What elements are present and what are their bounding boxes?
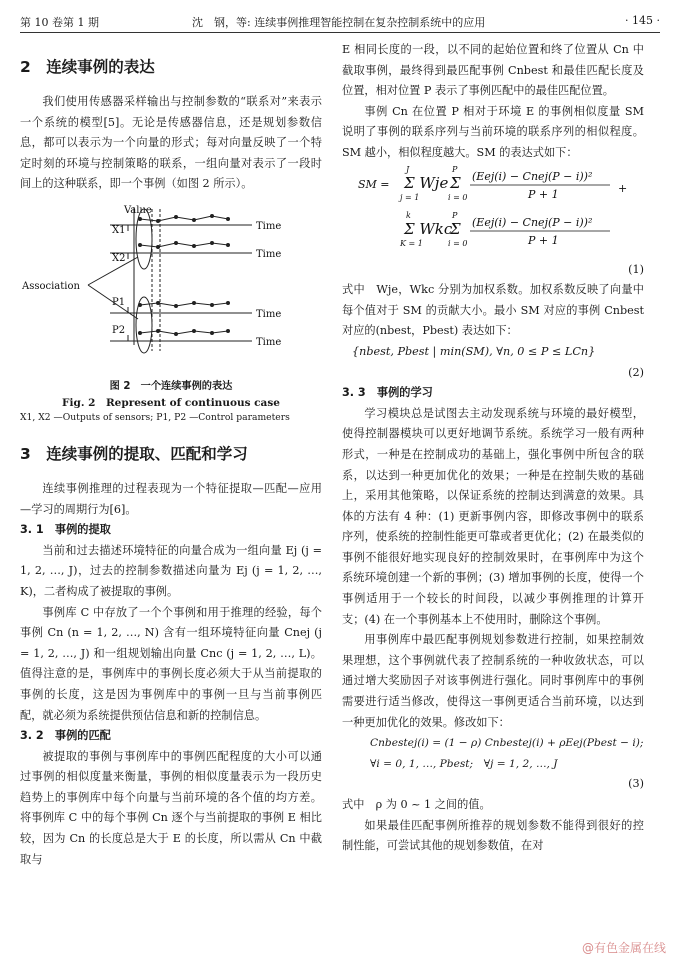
section-3-paragraph: 连续事例推理的过程表现为一个特征提取—匹配—应用—学习的周期行为[6]。 [20,481,322,516]
eq1-sum-inner-1: Σ [450,173,461,192]
equation-1-number: (1) [628,262,644,276]
x1-label: X1 [112,224,126,236]
equation-2-number: (2) [628,365,644,379]
eq1-limit-i0-1: i = 0 [448,192,468,202]
similarity-paragraph: 事例 Cn 在位置 P 相对于环境 E 的事例相似度量 SM 说明了事例的联系序列与当前环境的联系序列的相似程度。SM 越小，相似程度越大。SM 的表达式如下： [342,104,644,159]
section-2-paragraph: 我们使用传感器采样输出与控制参数的“联系对”来表示一个系统的模型[5]。无论是传感器信息，还是规划参数信息，都可以表示为一个向量的形式；每对向量反映了一个特定时刻的环境与控制策略的联系，一组向量对表示了一段时间上的这种联系，即一个事例（如图 2 所示）。 [20,95,322,191]
figure-2-diagram [20,203,322,379]
header-page-number: · 145 · [625,14,660,27]
header-title: 沈 钢，等: 连续事例推理智能控制在复杂控制系统中的应用 [192,16,486,29]
time-label-4: Time [256,336,282,348]
subsection-3-2-title: 3. 2 事例的匹配 [20,729,111,743]
header-rule [20,32,660,33]
figure-2-caption-cn: 图 2 一个连续事例的表达 [109,380,233,392]
subsection-3-3-title: 3. 3 事例的学习 [342,386,433,400]
x2-trace [140,243,228,247]
x1-trace [140,216,228,221]
equation-1-render [342,164,644,260]
figure-2-caption-en: Fig. 2 Represent of continuous case [62,396,280,409]
eq1-term2-numerator: (Eej(i) − Cnej(P − i))² [472,215,593,229]
learning-paragraph-2: 用事例库中最匹配事例规划参数进行控制，如果控制效果理想，这个事例就代表了控制系统的一种收敛状态，可以通过增大奖励因子对该事例进行强化。同时事例库中的事例需要进行适当修改，使得这一事例更适合当前环境，以达到一种更加优化的效果。修改如下： [342,633,644,729]
p1-label: P1 [112,296,126,308]
eq1-term1-numerator: (Eej(i) − Cnej(P − i))² [472,169,593,183]
figure-2-note: X1, X2 —Outputs of sensors; P1, P2 —Control parameters [20,411,290,423]
value-label: Value [124,204,152,216]
p1-trace [140,303,228,306]
association-label: Association [22,280,80,292]
section-3-title: 3 连续事例的提取、匹配和学习 [20,444,248,463]
equation-3-line-2: ∀i = 0, 1, …, Pbest; ∀j = 1, 2, …, J [370,757,558,770]
eq1-lhs: SM = [358,177,390,191]
final-paragraph: 如果最佳匹配事例所推荐的规划参数不能得到很好的控制性能，可尝试其他的规划参数值，在对 [342,818,644,853]
subsection-3-1-paragraph-1: 当前和过去描述环境特征的向量合成为一组向量 Ej (j = 1, 2, …, J)，过去的控制参数描述向量为 Ej (j = 1, 2, …, K)，二者构成了被提取的事例。 [20,543,322,598]
right-column [342,40,644,857]
left-column [20,40,322,870]
equation-2: {nbest, Pbest | min(SM), ∀n, 0 ≤ P ≤ LCn} [352,344,596,358]
subsection-3-1-paragraph-2: 事例库 C 中存放了一个个事例和用于推理的经验，每个事例 Cn (n = 1, 2, …, N) 含有一组环境特征向量 Cnej (j = 1, 2, …, J) 和一组规划输出向量 Cnc (j = 1, 2, …, L)。值得注意的是，事例库中的事例长度必须大于从当前提取的事例的长度，这是因为事例库中的事例一旦与当前事例匹配，就必须为系统提供预估信息和新的控制信息。 [20,605,322,722]
eq1-limit-i0-2: i = 0 [448,238,468,248]
eq1-limit-p-2: P [452,210,458,220]
time-label-3: Time [256,308,282,320]
subsection-3-1-title: 3. 1 事例的提取 [20,523,111,537]
rho-paragraph: 式中 ρ 为 0 ~ 1 之间的值。 [342,798,491,811]
weight-paragraph: 式中 Wje，Wkc 分别为加权系数。加权系数反映了向量中每个值对于 SM 的贡献大小。最小 SM 对应的事例 Cnbest 对应的(nbest，Pbest) 表达如下： [342,283,644,338]
p2-trace [140,331,228,334]
eq1-term1-denominator: P + 1 [528,187,559,201]
time-label-2: Time [256,248,282,260]
watermark: @有色金属在线 [581,941,666,955]
p2-label: P2 [112,324,126,336]
matching-continued-paragraph: E 相同长度的一段，以不同的起始位置和终了位置从 Cn 中截取事例，最终得到最匹配事例 Cnbest 和最佳匹配长度及位置，相对位置 P 表示了事例匹配中的最佳匹配位置。 [342,43,644,98]
eq1-limit-k0: K = 1 [400,238,423,248]
eq1-term2-denominator: P + 1 [528,233,559,247]
eq1-limit-k: k [406,210,411,220]
learning-paragraph-1: 学习模块总是试图去主动发现系统与环境的最好模型，使得控制器模块可以更好地调节系统。系统学习一般有两种形式，一种是在控制成功的基础上，强化事例中所包含的联系，以达到一种更加优化的效果；一种是在控制失败的基础上，采用其他策略，以保证系统的控制达到满意的效果。具体的方法有 4 种：(1) 更新事例内容，即修改事例中的联系序列，使系统的控制性能更可靠或者更优化；(2) 在最类似的事例不能很好地实现良好的控制效果时，在事例库中为这个系统环境创建一个新的事例；(3) 增加事例的长度，使得一个事例适用于一个较长的时间段，以减少事例推理的计算开支；(4) 在一个事例基本上不使用时，删除这个事例。 [342,406,644,626]
section-2-title: 2 连续事例的表达 [20,58,155,76]
equation-3-line-1: Cnbestej(i) = (1 − ρ) Cnbestej(i) + ρEej(Pbest − i); [370,737,644,750]
header-issue: 第 10 卷第 1 期 [20,16,99,29]
eq1-limit-j0: j = 1 [400,192,420,202]
figure-2 [20,203,322,379]
equation-3-number: (3) [628,777,644,791]
eq1-limit-p-1: P [452,164,458,174]
eq1-limit-j: J [406,164,410,174]
running-header [20,14,660,32]
equation-1 [342,164,644,260]
eq1-sum-inner-2: Σ [450,219,461,238]
eq1-sum-outer-1: Σ Wje [404,173,449,192]
time-label-1: Time [256,220,282,232]
eq1-sum-outer-2: Σ Wkc [404,219,453,238]
x2-label: X2 [112,252,126,264]
subsection-3-2-paragraph: 被提取的事例与事例库中的事例匹配程度的大小可以通过事例的相似度量来衡量，事例的相似度量表示为一段历史趋势上的事例库中每个向量与当前环境的各个值的均方差。将事例库 C 中的每个事例 Cn 逐个与当前提取的事例 E 相比较，因为 Cn 的长度总是大于 E 的长度，所以需从 Cn 中截取与 [20,749,322,866]
eq1-plus: + [618,181,628,195]
